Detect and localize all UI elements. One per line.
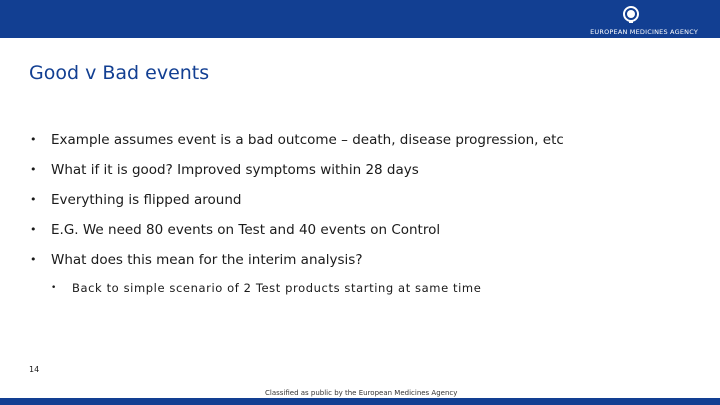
bullet-text: E.G. We need 80 events on Test and 40 events on Control <box>51 222 441 238</box>
bullet-text: What does this mean for the interim analysis? <box>51 252 363 268</box>
bullet-text: What if it is good? Improved symptoms within 28 days <box>51 162 419 178</box>
header-band <box>0 0 720 38</box>
bullet-marker: • <box>30 253 37 266</box>
bullet-text: Example assumes event is a bad outcome – death, disease progression, etc <box>51 132 564 148</box>
bullet-text: Everything is flipped around <box>51 192 242 208</box>
page-number: 14 <box>29 365 40 374</box>
ema-emblem-icon <box>620 6 642 24</box>
sub-bullet-marker: • <box>51 283 57 293</box>
bullet-marker: • <box>30 193 37 206</box>
classification-notice: Classified as public by the European Medicines Agency <box>265 389 458 397</box>
ema-logo <box>578 6 698 36</box>
sub-bullet-text: Back to simple scenario of 2 Test products starting at same time <box>72 281 482 295</box>
footer-band <box>0 398 720 405</box>
logo-wordmark: EUROPEAN MEDICINES AGENCY <box>590 28 698 36</box>
slide-title: Good v Bad events <box>29 62 210 84</box>
bullet-marker: • <box>30 163 37 176</box>
bullet-marker: • <box>30 133 37 146</box>
bullet-marker: • <box>30 223 37 236</box>
